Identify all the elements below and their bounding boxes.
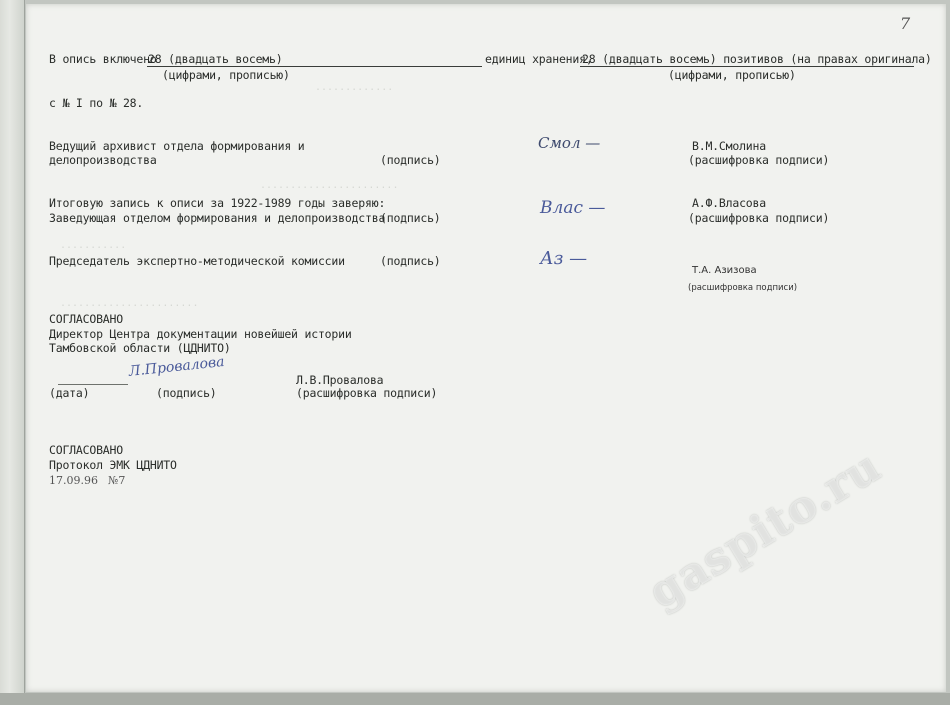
archivist-name-hint: (расшифровка подписи)	[688, 153, 830, 167]
agreed-protocol-heading: СОГЛАСОВАНО	[49, 443, 123, 457]
final-record-signature: Влас —	[540, 198, 606, 218]
agreed-director-signature: Л.Провалова	[128, 353, 226, 380]
commission-signature-label: (подпись)	[380, 254, 441, 268]
site-watermark: gaspito.ru	[640, 440, 890, 619]
units-value: 28 (двадцать восемь) позитивов (на правах оригинала)	[582, 52, 932, 66]
agreed-director-line-1: Директор Центра документации новейшей истории	[49, 327, 352, 341]
inventory-count: 28 (двадцать восемь)	[148, 52, 283, 66]
agreed-protocol-number: №7	[108, 474, 126, 487]
final-record-signature-label: (подпись)	[380, 211, 441, 225]
commission-title: Председатель экспертно-методической комиссии	[49, 254, 345, 268]
agreed-protocol-date: 17.09.96	[49, 474, 98, 487]
archivist-signature: Смол —	[538, 134, 601, 152]
inventory-prefix: В опись включено	[49, 52, 157, 66]
commission-name-hint: (расшифровка подписи)	[688, 283, 798, 293]
commission-signature: Аз —	[540, 248, 588, 269]
agreed-director-line-2: Тамбовской области (ЦДНИТО)	[49, 341, 231, 355]
bleed-through-mark: .......................	[60, 298, 199, 309]
archivist-name: В.М.Смолина	[692, 139, 766, 153]
date-underline	[58, 384, 128, 385]
bleed-through-mark: ...........	[60, 240, 127, 251]
inventory-hint-right: (цифрами, прописью)	[668, 68, 796, 82]
archivist-title-2: делопроизводства	[49, 153, 157, 167]
final-record-name-hint: (расшифровка подписи)	[688, 211, 830, 225]
agreed-director-heading: СОГЛАСОВАНО	[49, 312, 123, 326]
binding-edge	[0, 0, 25, 705]
agreed-protocol-line-1: Протокол ЭМК ЦДНИТО	[49, 458, 177, 472]
inventory-underline-left	[147, 66, 482, 67]
bottom-strip	[0, 693, 950, 705]
inventory-hint-left: (цифрами, прописью)	[162, 68, 290, 82]
bleed-through-mark: .............	[315, 82, 394, 93]
agreed-director-date-label: (дата)	[49, 386, 90, 400]
final-record-line-1: Итоговую запись к описи за 1922-1989 годы заверяю:	[49, 196, 386, 210]
agreed-director-name: Л.В.Провалова	[296, 373, 384, 387]
archivist-signature-label: (подпись)	[380, 153, 441, 167]
agreed-director-signature-label: (подпись)	[156, 386, 217, 400]
commission-name: Т.А. Азизова	[692, 265, 757, 276]
bleed-through-mark: .......................	[260, 180, 399, 191]
page-number: 7	[900, 14, 911, 33]
final-record-line-2: Заведующая отделом формирования и делопроизводства	[49, 211, 386, 225]
range-line: с № I по № 28.	[49, 96, 144, 110]
inventory-underline-right	[580, 66, 914, 67]
units-label: единиц хранения,	[485, 52, 593, 66]
archivist-title-1: Ведущий архивист отдела формирования и	[49, 139, 305, 153]
agreed-director-name-hint: (расшифровка подписи)	[296, 386, 438, 400]
final-record-name: А.Ф.Власова	[692, 196, 766, 210]
